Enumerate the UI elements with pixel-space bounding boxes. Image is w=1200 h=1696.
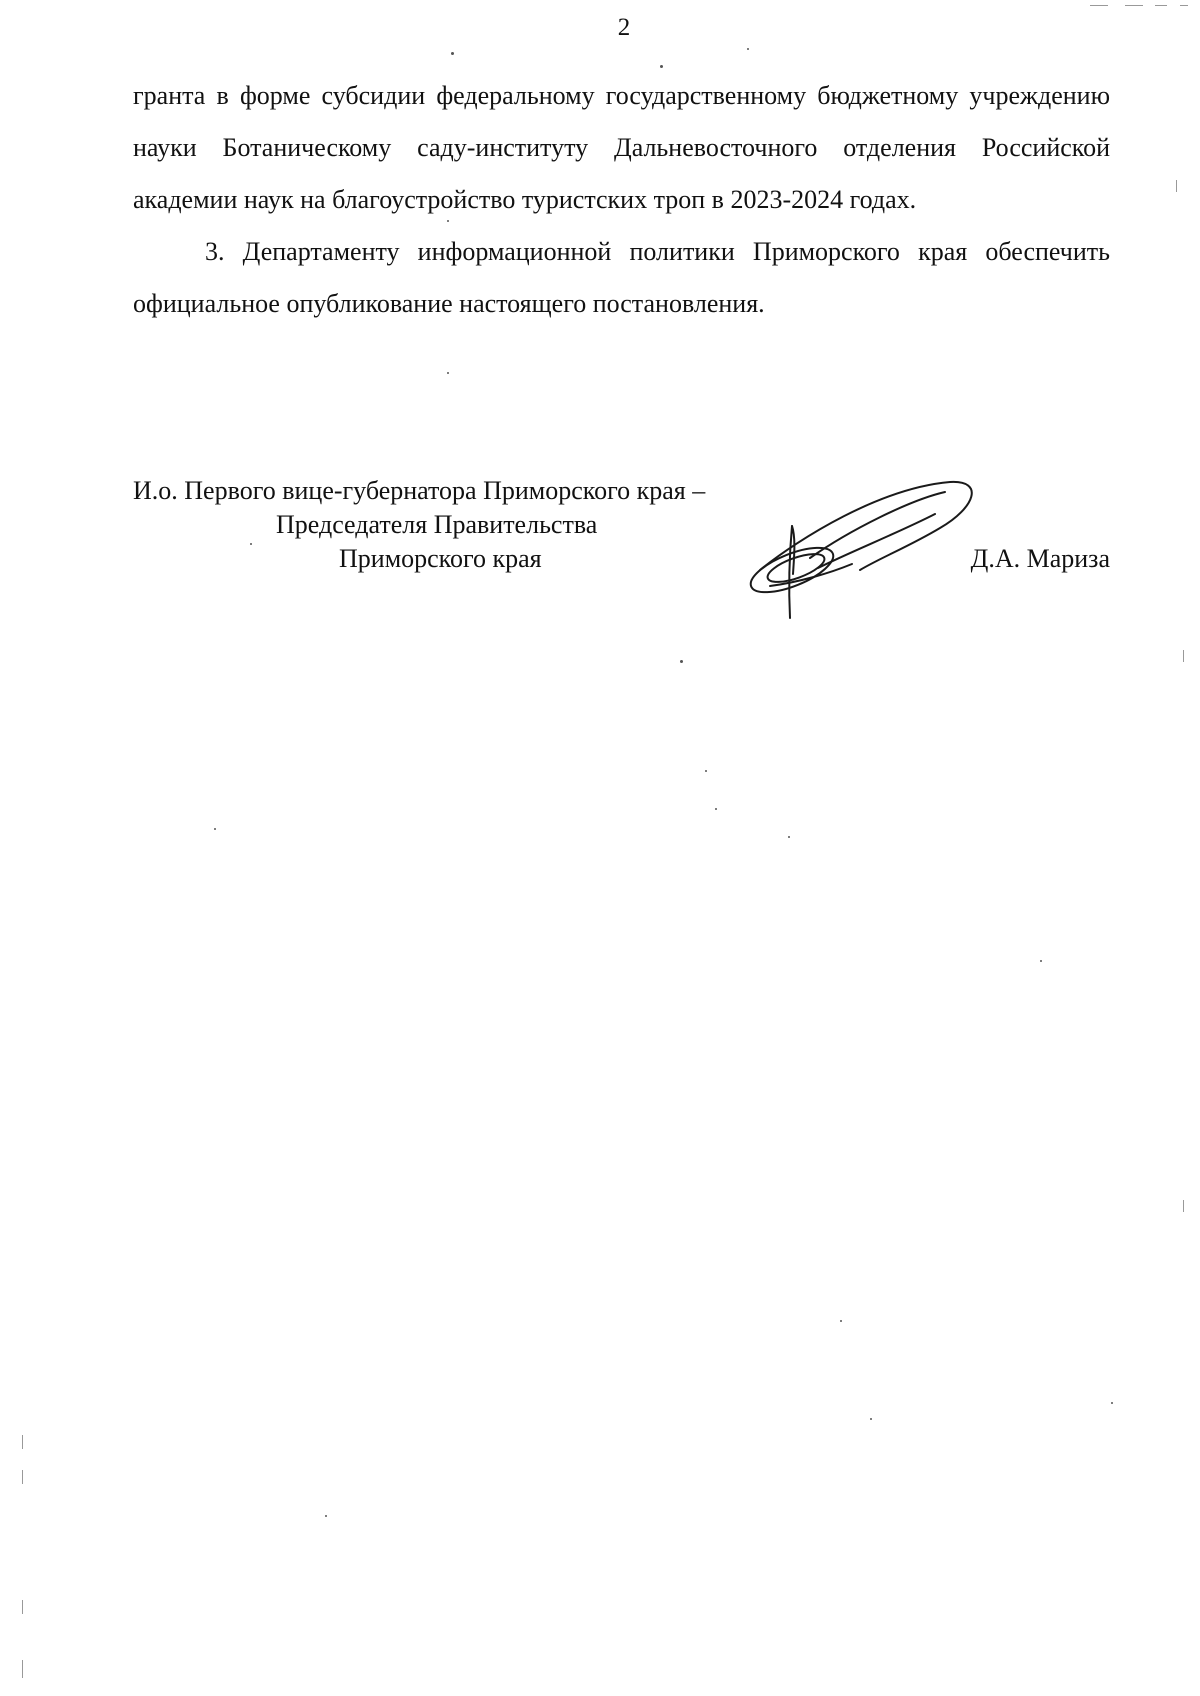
scan-edge-mark	[22, 1435, 23, 1449]
scan-speck	[451, 52, 454, 55]
scan-edge-mark	[1183, 1200, 1184, 1212]
paragraph-grant: гранта в форме субсидии федеральному государственному бюджетному учреждению науки Ботаническому саду-институту Дальневосточного отделения Российской академии наук на благоустройство туристских троп в 2023-2024 годах.	[133, 81, 1110, 214]
signer-name: Д.А. Мариза	[970, 544, 1110, 573]
signer-title-line-3: Приморского края	[339, 544, 542, 573]
scan-edge-mark	[22, 1600, 23, 1614]
scan-speck	[715, 808, 717, 810]
document-body	[133, 70, 1110, 330]
scan-edge-mark	[1180, 5, 1188, 6]
scan-edge-mark	[22, 1470, 23, 1484]
scan-speck	[747, 48, 749, 50]
scan-speck	[705, 770, 707, 772]
scan-edge-mark	[1183, 650, 1184, 662]
scan-speck	[325, 1515, 327, 1517]
scan-edge-mark	[1155, 5, 1167, 6]
scan-speck	[447, 220, 449, 222]
signer-title-line-1: И.о. Первого вице-губернатора Приморского края –	[133, 476, 706, 505]
scan-speck	[250, 543, 252, 545]
scan-speck	[680, 660, 683, 663]
scan-speck	[1040, 960, 1042, 962]
scan-edge-mark	[22, 1660, 23, 1678]
scan-edge-mark	[1176, 180, 1177, 192]
scan-speck	[1111, 1402, 1113, 1404]
page-number: 2	[617, 14, 631, 41]
handwritten-signature	[740, 478, 1000, 628]
scan-speck	[447, 372, 449, 374]
scan-speck	[870, 1418, 872, 1420]
scan-edge-mark	[1090, 5, 1108, 6]
scan-speck	[660, 65, 663, 68]
scan-speck	[214, 828, 216, 830]
scan-speck	[788, 836, 790, 838]
signer-title-line-2: Председателя Правительства	[276, 510, 598, 539]
scan-speck	[840, 1320, 842, 1322]
paragraph-item-3: 3. Департаменту информационной политики Приморского края обеспечить официальное опубликование настоящего постановления.	[133, 237, 1110, 318]
scan-edge-mark	[1125, 5, 1143, 6]
